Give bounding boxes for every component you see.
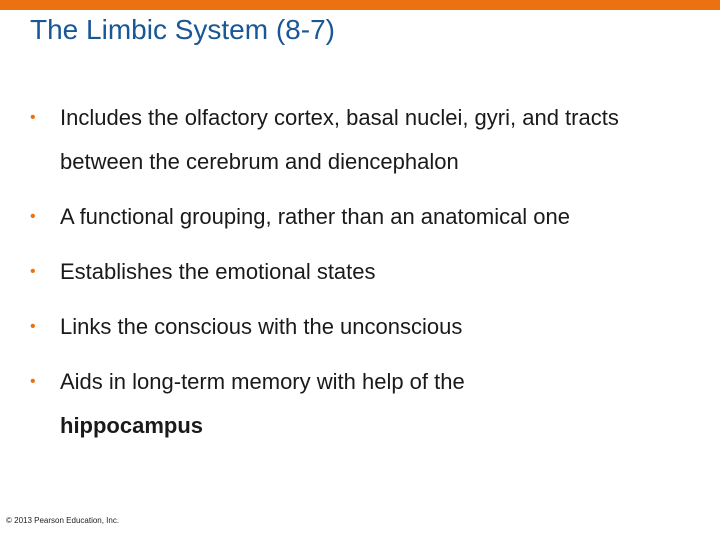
bullet-text: Aids in long-term memory with help of the [60, 369, 465, 394]
bullet-bold-term: hippocampus [60, 413, 204, 438]
bullet-item [30, 360, 690, 448]
bullet-item [30, 250, 690, 294]
bullet-text: A functional grouping, rather than an anatomical one [60, 204, 571, 229]
bullet-marker: • [30, 318, 36, 335]
bullet-item [30, 195, 690, 239]
slide-title: The Limbic System (8-7) [30, 14, 335, 45]
bullet-text: Includes the olfactory cortex, basal nuclei, gyri, and tracts between the cerebrum and diencephalon [60, 105, 619, 174]
bullet-text: Links the conscious with the unconscious [60, 314, 463, 339]
bullet-item [30, 305, 690, 349]
copyright-footer: © 2013 Pearson Education, Inc. [6, 516, 120, 525]
top-accent-bar [0, 0, 720, 10]
bullet-item [30, 96, 690, 184]
bullet-marker: • [30, 109, 36, 126]
bullet-marker: • [30, 373, 36, 390]
bullet-text: Establishes the emotional states [60, 259, 376, 284]
bullet-list [30, 96, 690, 459]
bullet-marker: • [30, 208, 36, 225]
bullet-marker: • [30, 263, 36, 280]
